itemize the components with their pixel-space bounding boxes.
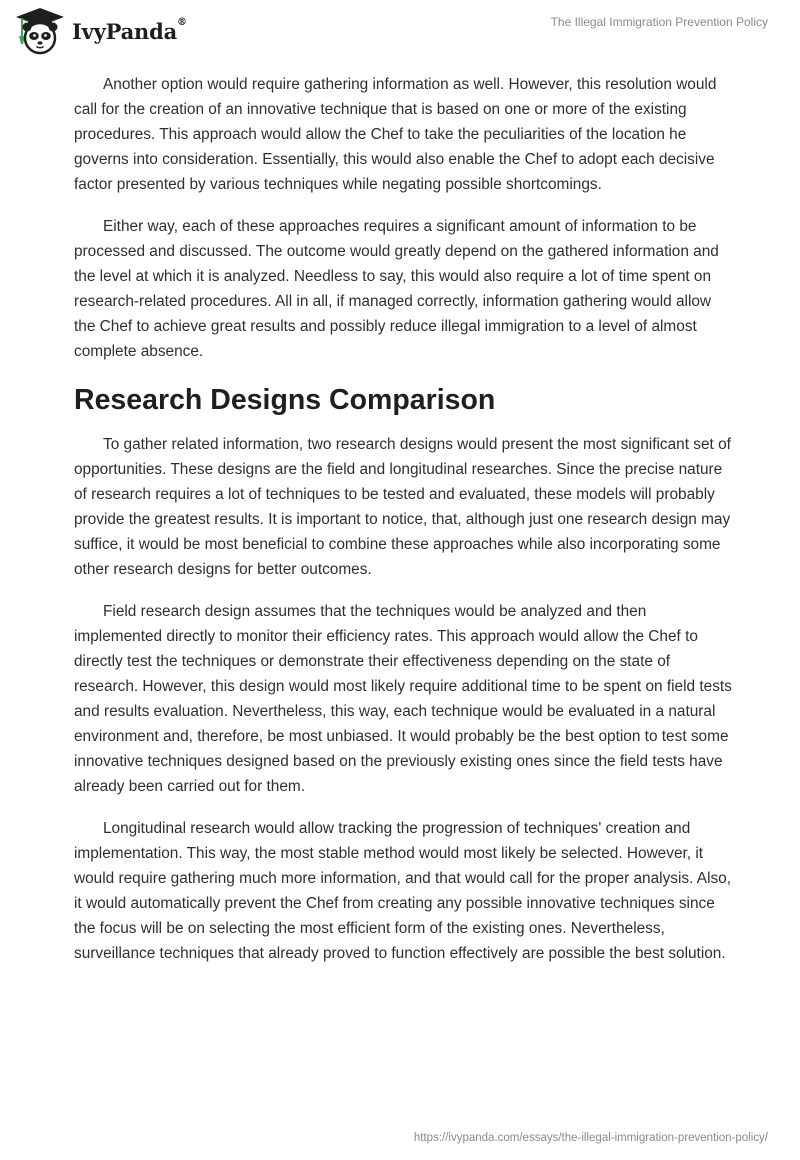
document-title: The Illegal Immigration Prevention Policy [550,15,768,29]
paragraph: Either way, each of these approaches requires a significant amount of information to be processed and discussed. The outcome would greatly depend on the gathered information and the level at which it is analyzed. Needless to say, this would also require a lot of time spent on research-related procedures. All in all, if managed correctly, information gathering would allow the Chef to achieve great results and possibly reduce illegal immigration to a level of almost complete absence. [74,218,719,360]
source-url[interactable]: https://ivypanda.com/essays/the-illegal-immigration-prevention-policy/ [413,1132,768,1144]
paragraph: Another option would require gathering information as well. However, this resolution would call for the creation of an innovative technique that is based on one or more of the existing procedures. This approach would allow the Chef to take the peculiarities of the location he governs into consideration. Essentially, this would also enable the Chef to adopt each decisive factor presented by various techniques while negating possible shortcomings. [74,76,717,193]
paragraph: Longitudinal research would allow tracking the progression of techniques' creation and implementation. This way, the most stable method would most likely be selected. However, it would require gathering much more information, and that would call for the proper analysis. Also, it would automatically prevent the Chef from creating any possible innovative techniques since the focus will be on selecting the most efficient form of the existing ones. Nevertheless, surveillance techniques that already proved to function effectively are possible the best solution. [74,820,732,962]
ivypanda-logo[interactable] [14,6,187,56]
panda-graduate-icon [14,6,66,56]
section-heading: Research Designs Comparison [74,384,496,416]
page-header [0,0,800,64]
essay-content [74,72,734,983]
paragraph: To gather related information, two research designs would present the most significant set of opportunities. These designs are the field and longitudinal researches. Since the precise nature of research requires a lot of techniques to be tested and evaluated, these models will probably provide the greatest results. It is important to notice, that, although just one research design may suffice, it would be most beneficial to combine these approaches while also incorporating some other research designs for better outcomes. [74,436,731,578]
brand-name: IvyPanda® [72,16,187,44]
paragraph: Field research design assumes that the techniques would be analyzed and then implemented directly to monitor their efficiency rates. This approach would allow the Chef to directly test the techniques or demonstrate their effectiveness depending on the state of research. However, this design would most likely require additional time to be spent on field tests and results evaluation. Nevertheless, this way, each technique would be evaluated in a natural environment and, therefore, be most unbiased. It would probably be the best option to test some innovative techniques designed based on the previously existing ones since the field tests have already been carried out for them. [74,603,732,795]
